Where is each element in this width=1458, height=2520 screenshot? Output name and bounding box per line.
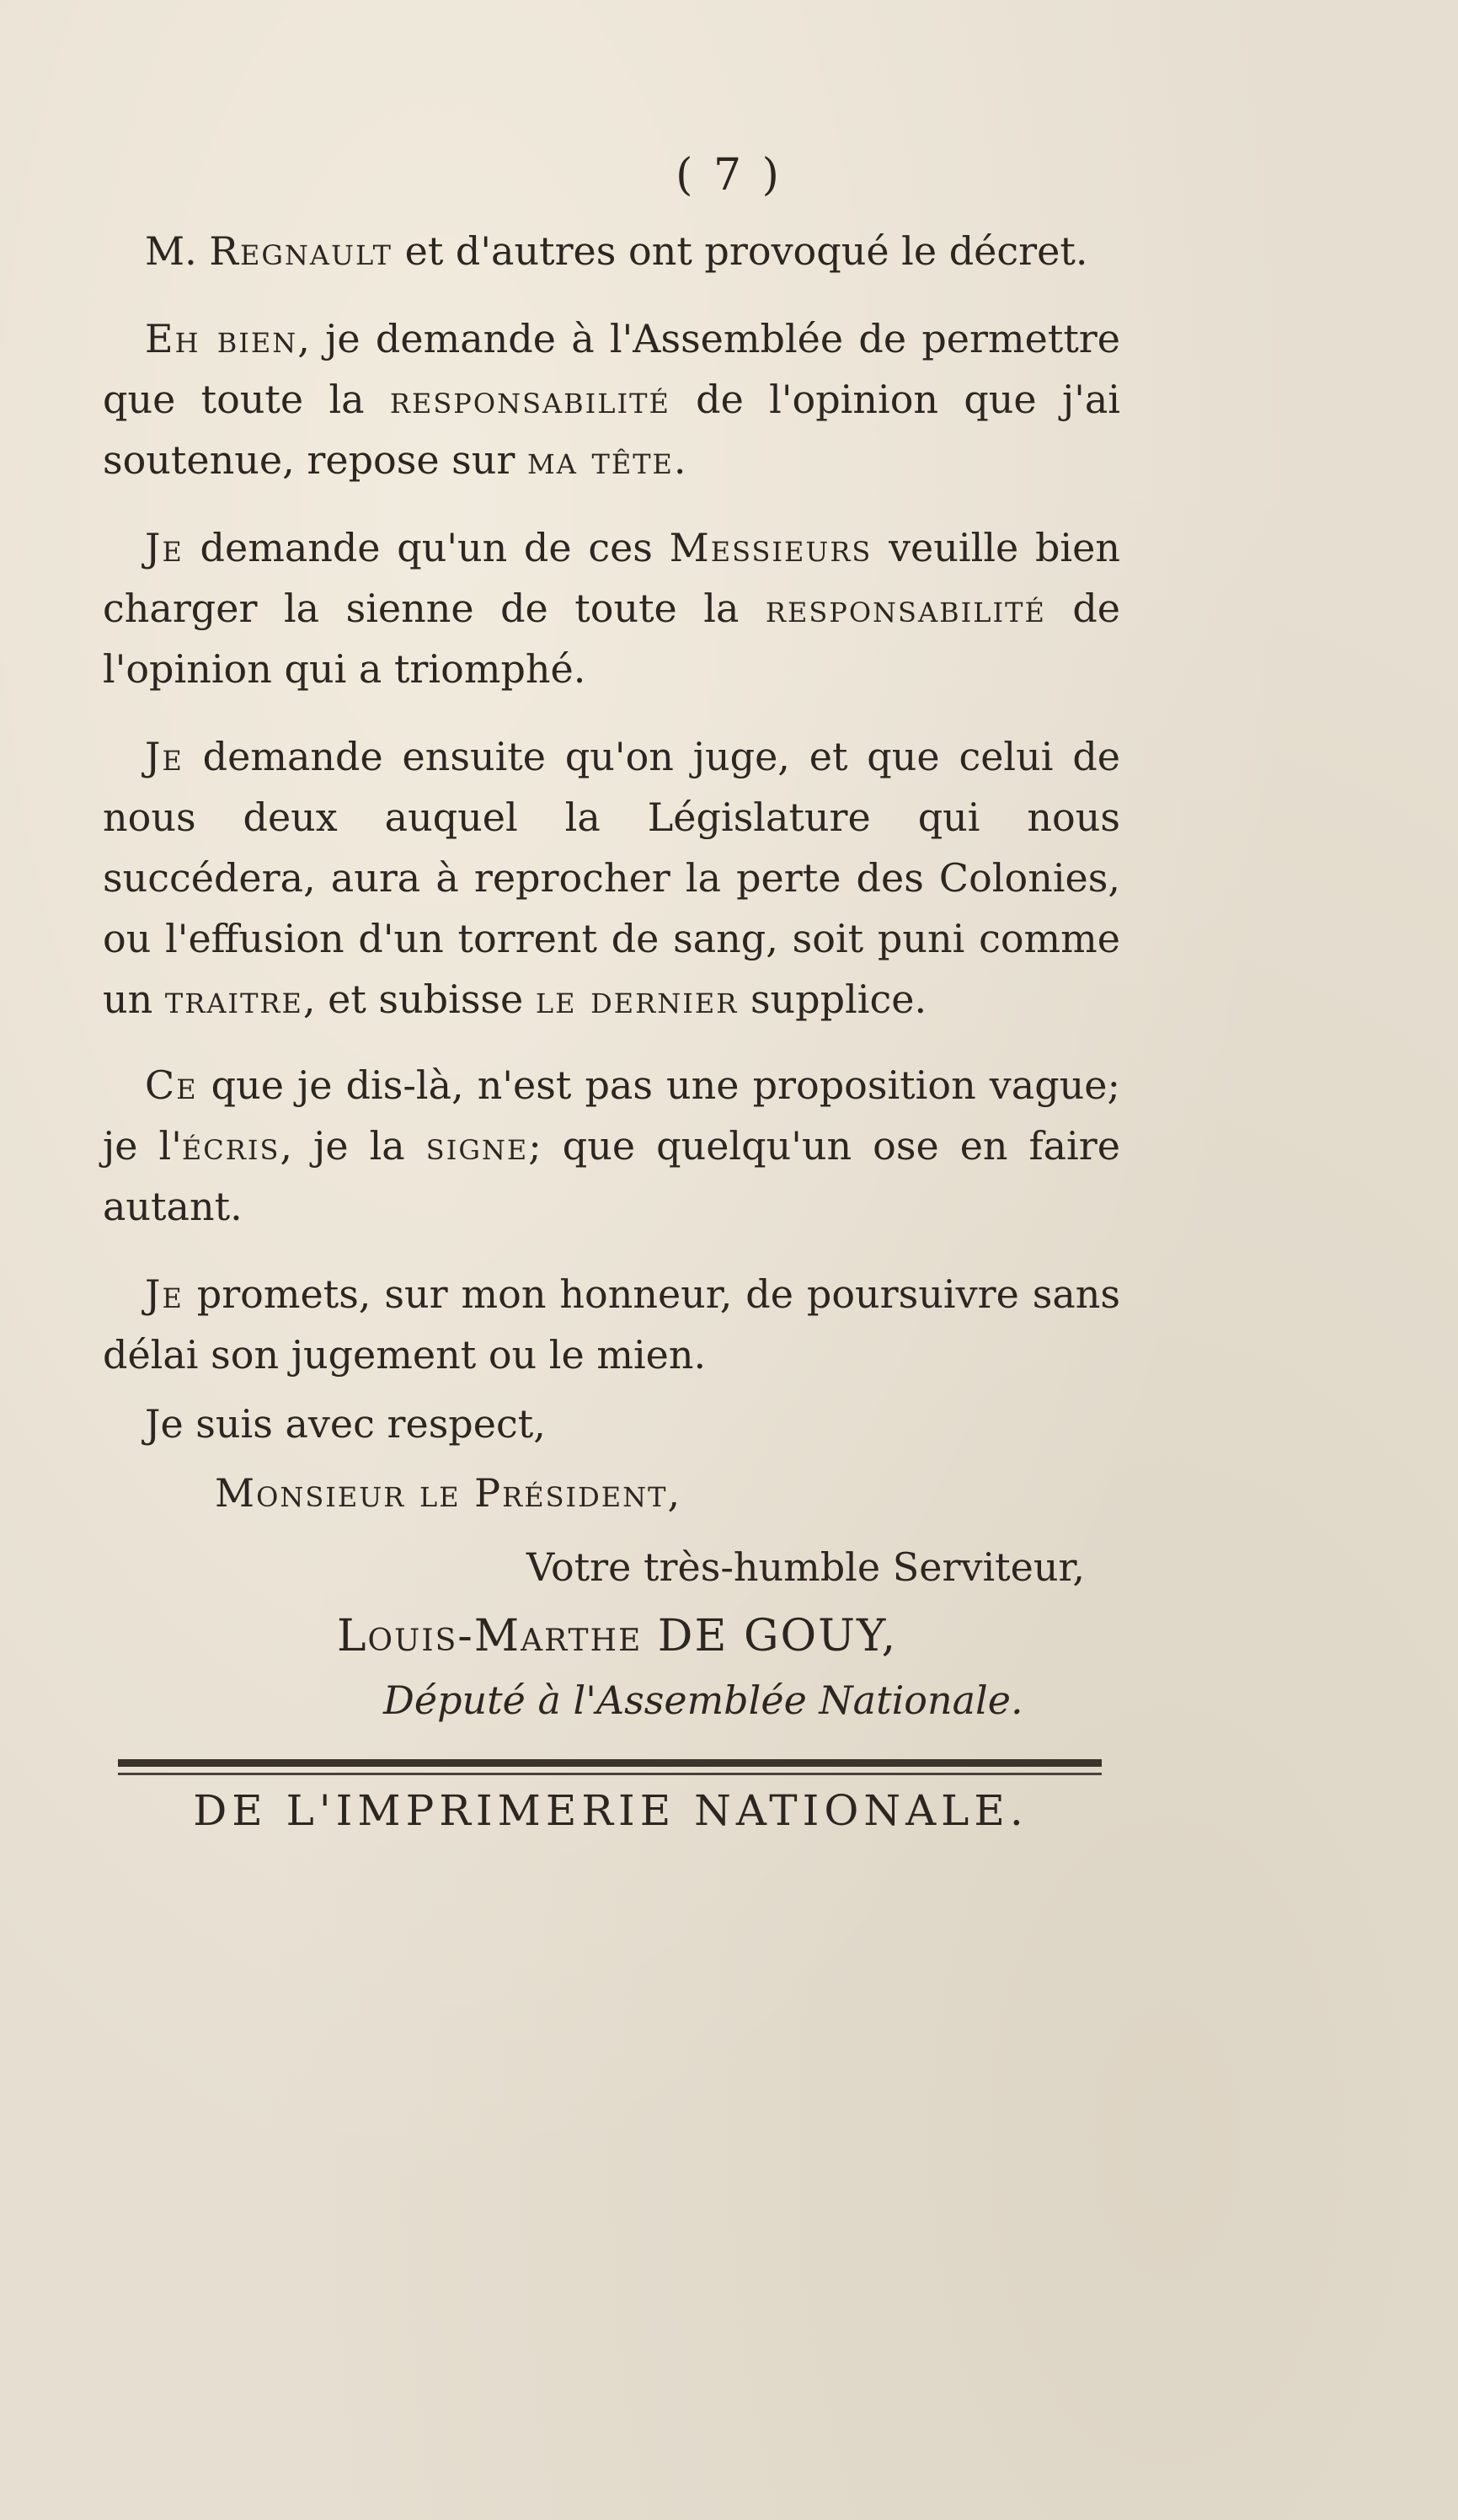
paragraph-1 — [103, 221, 1120, 281]
imprint-rule-thick — [118, 1759, 1102, 1767]
paragraph-5-text-2: , je la — [280, 1123, 426, 1169]
paragraph-4-text-1: demande ensuite qu'on juge, et que celui de nous deux auquel la Législature qui nous succédera, aura à reprocher la perte des Colonies, ou l'effusion d'un torrent de sang, soit puni comme un — [103, 734, 1120, 1022]
paragraph-4-text-3: supplice. — [738, 976, 927, 1022]
closing-respect: Je suis avec respect, — [145, 1401, 546, 1447]
paragraph-3-sc-1: Messieurs — [669, 525, 873, 570]
paragraph-3-text-1: demande qu'un de ces — [183, 525, 670, 570]
paragraph-4-sc-2: le dernier — [535, 976, 739, 1022]
paragraph-5-text-1: que je dis-là, n'est pas une proposition vague; je l' — [103, 1062, 1120, 1169]
signatory-name — [337, 1611, 897, 1661]
paragraph-6 — [103, 1264, 1120, 1385]
imprint-rule-thin — [118, 1773, 1102, 1775]
page-number: ( 7 ) — [676, 150, 782, 201]
paragraph-2 — [103, 308, 1120, 490]
paragraph-3-text-3: de l'opinion qui a triomphé. — [103, 586, 1120, 692]
paragraph-5 — [103, 1055, 1120, 1237]
paragraph-4-text-2: , et subisse — [302, 976, 536, 1022]
paragraph-3-sc-2: responsabilité — [765, 586, 1046, 631]
paragraph-1-lead: M. — [145, 228, 210, 274]
paragraph-2-text-2: de l'opinion que j'ai soutenue, repose sur — [103, 377, 1121, 483]
paragraph-2-lead: Eh bien — [145, 316, 298, 361]
paragraph-1-name: Regnault — [209, 228, 393, 274]
paragraph-5-sc-2: signe — [425, 1123, 529, 1169]
signatory-title: Député à l'Assemblée Nationale. — [383, 1677, 1023, 1723]
paragraph-6-text: promets, sur mon honneur, de poursuivre sans délai son jugement ou le mien. — [103, 1271, 1120, 1378]
paragraph-6-lead: Je — [145, 1271, 184, 1317]
paragraph-2-text-1: , je demande à l'Assemblée de permettre que toute la — [103, 316, 1121, 422]
paragraph-2-text-3: . — [673, 437, 686, 483]
paragraph-4-lead: Je — [145, 734, 184, 779]
closing-servant: Votre très-humble Serviteur, — [526, 1544, 1086, 1590]
paragraph-4 — [103, 726, 1120, 1030]
signatory-name-text: Louis-Marthe DE GOUY, — [337, 1611, 898, 1661]
paragraph-3 — [103, 517, 1120, 699]
paragraph-5-text-3: ; que quelqu'un ose en faire autant. — [103, 1123, 1120, 1229]
closing-salutation: Monsieur le Président, — [215, 1470, 682, 1516]
paragraph-3-text-2: veuille bien charger la sienne de toute la — [103, 525, 1120, 631]
paragraph-5-sc-1: écris — [181, 1123, 280, 1169]
imprint-line: DE L'IMPRIMERIE NATIONALE. — [193, 1786, 1028, 1835]
paragraph-5-lead: Ce — [145, 1062, 198, 1108]
paragraph-4-sc-1: traitre — [164, 976, 303, 1022]
paragraph-2-sc-2: ma tête — [527, 437, 674, 483]
paragraph-3-lead: Je — [145, 525, 184, 570]
paragraph-1-text: et d'autres ont provoqué le décret. — [392, 228, 1088, 274]
paragraph-2-sc-1: responsabilité — [389, 377, 670, 422]
